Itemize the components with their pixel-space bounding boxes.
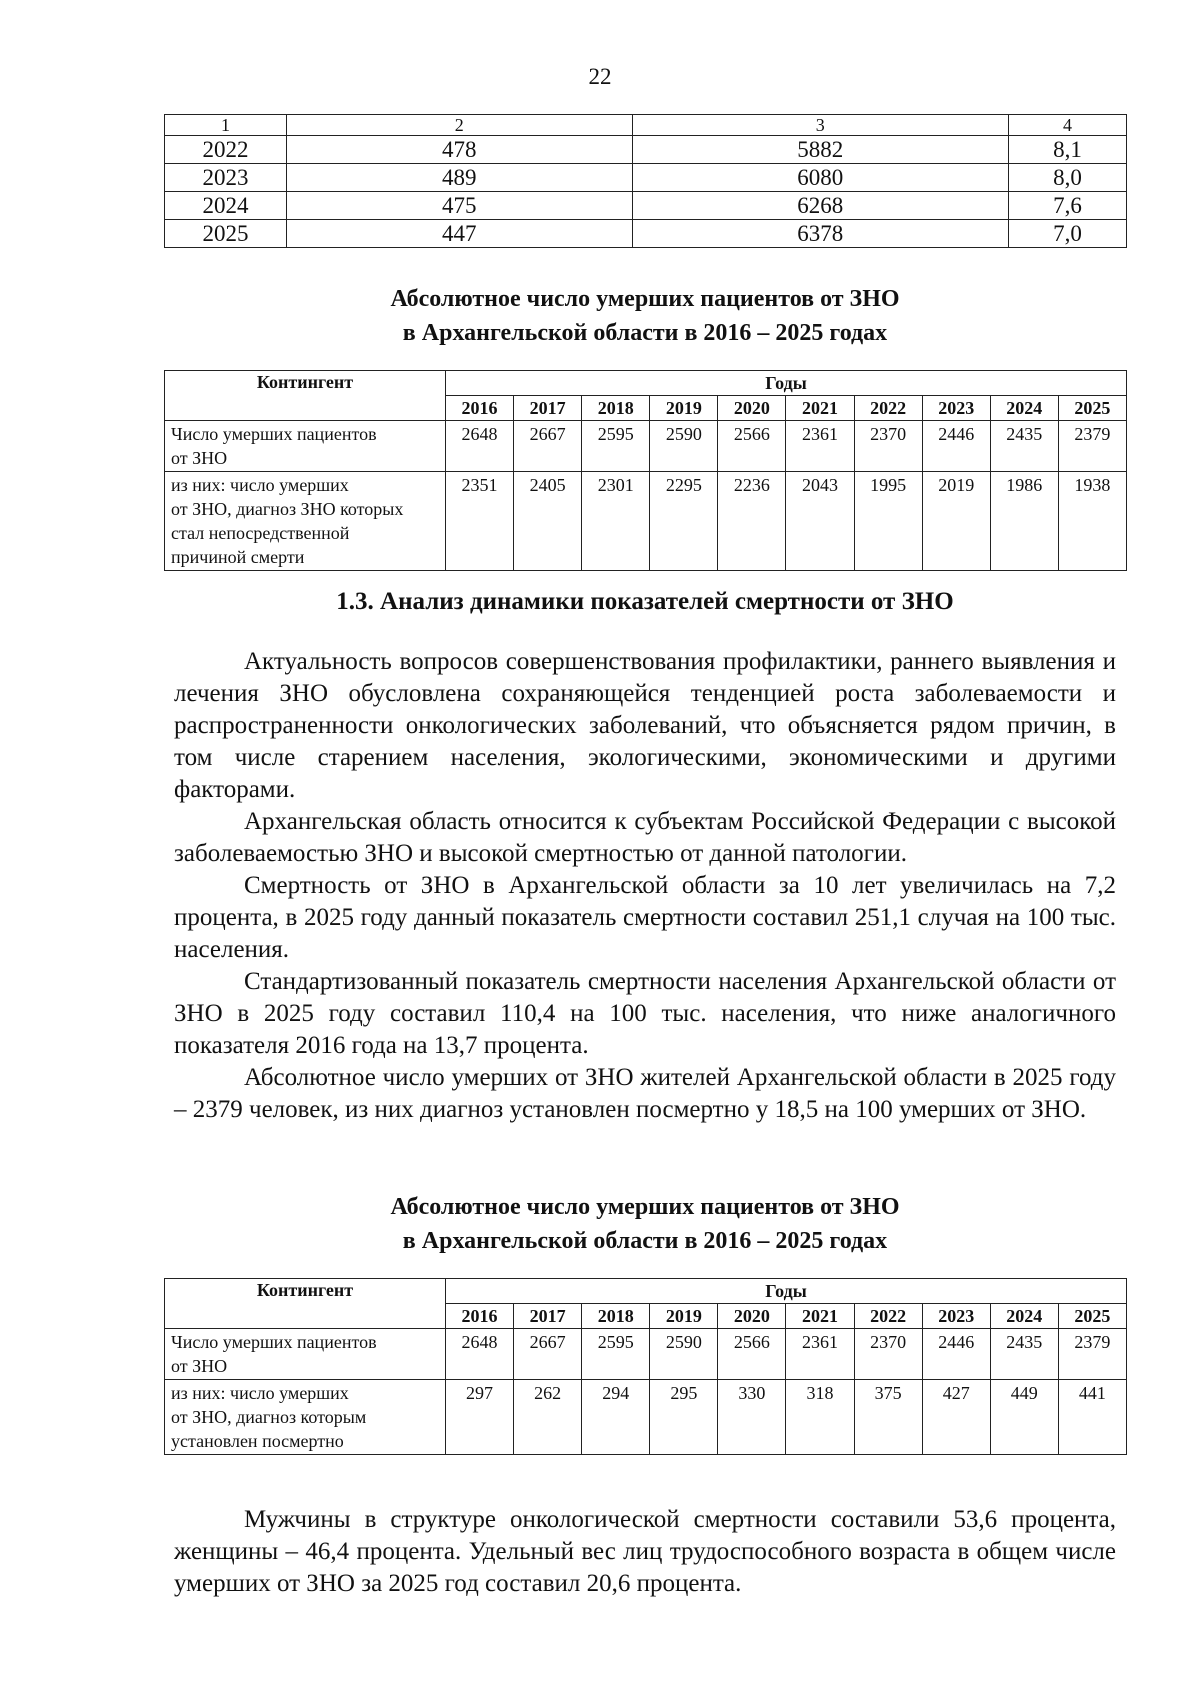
table-cell: 2379 [1058, 1329, 1126, 1380]
caption-line: в Архангельской области в 2016 – 2025 годах [402, 1228, 888, 1254]
label-line: от ЗНО [171, 1356, 228, 1376]
table-row [165, 220, 1127, 248]
label-line: от ЗНО [171, 448, 228, 468]
table-header-row [165, 371, 1127, 396]
year-header: 2024 [990, 396, 1058, 421]
table-cell: 6080 [632, 164, 1009, 192]
table-cell: 2019 [922, 472, 990, 571]
year-header: 2021 [786, 396, 854, 421]
paragraph: Стандартизованный показатель смертности населения Архангельской области от ЗНО в 2025 году составил 110,4 на 100 тыс. населения, что ниже аналогичного показателя 2016 года на 13,7 процента. [174, 968, 1116, 1059]
table-cell: 2351 [446, 472, 514, 571]
paragraph: Архангельская область относится к субъектам Российской Федерации с высокой заболеваемостью ЗНО и высокой смертностью от данной патологии. [174, 808, 1116, 867]
row-label [165, 472, 446, 571]
year-header: 2021 [786, 1304, 854, 1329]
table-row [165, 192, 1127, 220]
year-header: 2024 [990, 1304, 1058, 1329]
table-caption [0, 1190, 1200, 1258]
table-cell: 2236 [718, 472, 786, 571]
table-cell: 2043 [786, 472, 854, 571]
column-number: 1 [165, 115, 287, 136]
row-label [165, 421, 446, 472]
table-row [165, 1380, 1127, 1455]
label-line: от ЗНО, диагноз ЗНО которых [171, 499, 404, 519]
table-cell: 447 [286, 220, 632, 248]
table-row [165, 164, 1127, 192]
table-row [165, 1329, 1127, 1380]
section-heading: 1.3. Анализ динамики показателей смертности от ЗНО [336, 588, 954, 615]
posthumous-diagnosis-table [164, 1278, 1127, 1455]
table-cell: 330 [718, 1380, 786, 1455]
label-line: Число умерших пациентов [171, 1332, 377, 1352]
label-line: от ЗНО, диагноз которым [171, 1407, 367, 1427]
table-cell: 2295 [650, 472, 718, 571]
table-cell: 8,1 [1009, 136, 1127, 164]
table-cell: 2370 [854, 1329, 922, 1380]
label-line: из них: число умерших [171, 475, 349, 495]
table-cell: 8,0 [1009, 164, 1127, 192]
table-cell: 2361 [786, 1329, 854, 1380]
table-cell: 449 [990, 1380, 1058, 1455]
table-cell: 2361 [786, 421, 854, 472]
body-text [174, 646, 1116, 1126]
final-text [174, 1504, 1116, 1600]
table-cell: 7,0 [1009, 220, 1127, 248]
year-header: 2019 [650, 1304, 718, 1329]
table-cell: 2590 [650, 421, 718, 472]
paragraph: Актуальность вопросов совершенствования профилактики, раннего выявления и лечения ЗНО обусловлена сохраняющейся тенденцией роста заболеваемости и распространенности онкологических заболеваний, что объясняется рядом причин, в том числе старением населения, экологическими, экономическими и другими факторами. [174, 648, 1116, 803]
table-cell: 2023 [165, 164, 287, 192]
table-cell: 5882 [632, 136, 1009, 164]
table-header-row [165, 115, 1127, 136]
contingent-header: Контингент [165, 371, 446, 421]
paragraph: Абсолютное число умерших от ЗНО жителей Архангельской области в 2025 году – 2379 человек, из них диагноз установлен посмертно у 18,5 на 100 умерших от ЗНО. [174, 1064, 1116, 1123]
table-cell: 2590 [650, 1329, 718, 1380]
table-cell: 2379 [1058, 421, 1126, 472]
label-line: стал непосредственной [171, 523, 350, 543]
table-header-row [165, 1279, 1127, 1304]
year-header: 2017 [514, 396, 582, 421]
year-header: 2016 [446, 1304, 514, 1329]
column-number: 4 [1009, 115, 1127, 136]
continuation-table [164, 114, 1127, 248]
label-line: причиной смерти [171, 547, 305, 567]
label-line: установлен посмертно [171, 1431, 344, 1451]
table-cell: 489 [286, 164, 632, 192]
table-cell: 2648 [446, 1329, 514, 1380]
year-header: 2022 [854, 1304, 922, 1329]
table-cell: 2667 [514, 421, 582, 472]
year-header: 2017 [514, 1304, 582, 1329]
year-header: 2023 [922, 1304, 990, 1329]
table-caption [0, 282, 1200, 350]
table-cell: 441 [1058, 1380, 1126, 1455]
caption-line: Абсолютное число умерших пациентов от ЗНО [390, 286, 900, 312]
table-cell: 2446 [922, 1329, 990, 1380]
table-cell: 2446 [922, 421, 990, 472]
year-header: 2020 [718, 396, 786, 421]
row-label [165, 1329, 446, 1380]
table-cell: 375 [854, 1380, 922, 1455]
table-cell: 297 [446, 1380, 514, 1455]
year-header: 2020 [718, 1304, 786, 1329]
year-header: 2018 [582, 1304, 650, 1329]
year-header: 2019 [650, 396, 718, 421]
table-cell: 2022 [165, 136, 287, 164]
table-cell: 2370 [854, 421, 922, 472]
table-cell: 2566 [718, 1329, 786, 1380]
table-cell: 6378 [632, 220, 1009, 248]
table-row [165, 136, 1127, 164]
years-header: Годы [446, 371, 1127, 396]
label-line: Число умерших пациентов [171, 424, 377, 444]
table-cell: 2648 [446, 421, 514, 472]
table-row [165, 421, 1127, 472]
table-cell: 2024 [165, 192, 287, 220]
year-header: 2025 [1058, 396, 1126, 421]
paragraph: Смертность от ЗНО в Архангельской области за 10 лет увеличилась на 7,2 процента, в 2025 году данный показатель смертности составил 251,1 случая на 100 тыс. населения. [174, 872, 1116, 963]
column-number: 3 [632, 115, 1009, 136]
year-header: 2023 [922, 396, 990, 421]
table-cell: 2405 [514, 472, 582, 571]
table-cell: 2595 [582, 421, 650, 472]
page-number: 22 [588, 64, 612, 89]
year-header: 2025 [1058, 1304, 1126, 1329]
table-cell: 295 [650, 1380, 718, 1455]
table-cell: 318 [786, 1380, 854, 1455]
table-cell: 2667 [514, 1329, 582, 1380]
years-header: Годы [446, 1279, 1127, 1304]
year-header: 2022 [854, 396, 922, 421]
contingent-header: Контингент [165, 1279, 446, 1329]
table-cell: 1995 [854, 472, 922, 571]
table-cell: 2595 [582, 1329, 650, 1380]
caption-line: Абсолютное число умерших пациентов от ЗНО [390, 1194, 900, 1220]
table-cell: 427 [922, 1380, 990, 1455]
label-line: из них: число умерших [171, 1383, 349, 1403]
caption-line: в Архангельской области в 2016 – 2025 годах [402, 320, 888, 346]
table-cell: 6268 [632, 192, 1009, 220]
table-cell: 2566 [718, 421, 786, 472]
row-label [165, 1380, 446, 1455]
year-header: 2018 [582, 396, 650, 421]
deaths-table [164, 370, 1127, 571]
table-cell: 294 [582, 1380, 650, 1455]
table-cell: 2435 [990, 421, 1058, 472]
column-number: 2 [286, 115, 632, 136]
year-header: 2016 [446, 396, 514, 421]
table-cell: 475 [286, 192, 632, 220]
paragraph: Мужчины в структуре онкологической смертности составили 53,6 процента, женщины – 46,4 процента. Удельный вес лиц трудоспособного возраста в общем числе умерших от ЗНО за 2025 год составил 20,6 процента. [174, 1506, 1116, 1597]
table-cell: 7,6 [1009, 192, 1127, 220]
table-cell: 2301 [582, 472, 650, 571]
table-cell: 1986 [990, 472, 1058, 571]
table-cell: 262 [514, 1380, 582, 1455]
table-cell: 2435 [990, 1329, 1058, 1380]
table-cell: 2025 [165, 220, 287, 248]
table-cell: 478 [286, 136, 632, 164]
table-row [165, 472, 1127, 571]
table-cell: 1938 [1058, 472, 1126, 571]
